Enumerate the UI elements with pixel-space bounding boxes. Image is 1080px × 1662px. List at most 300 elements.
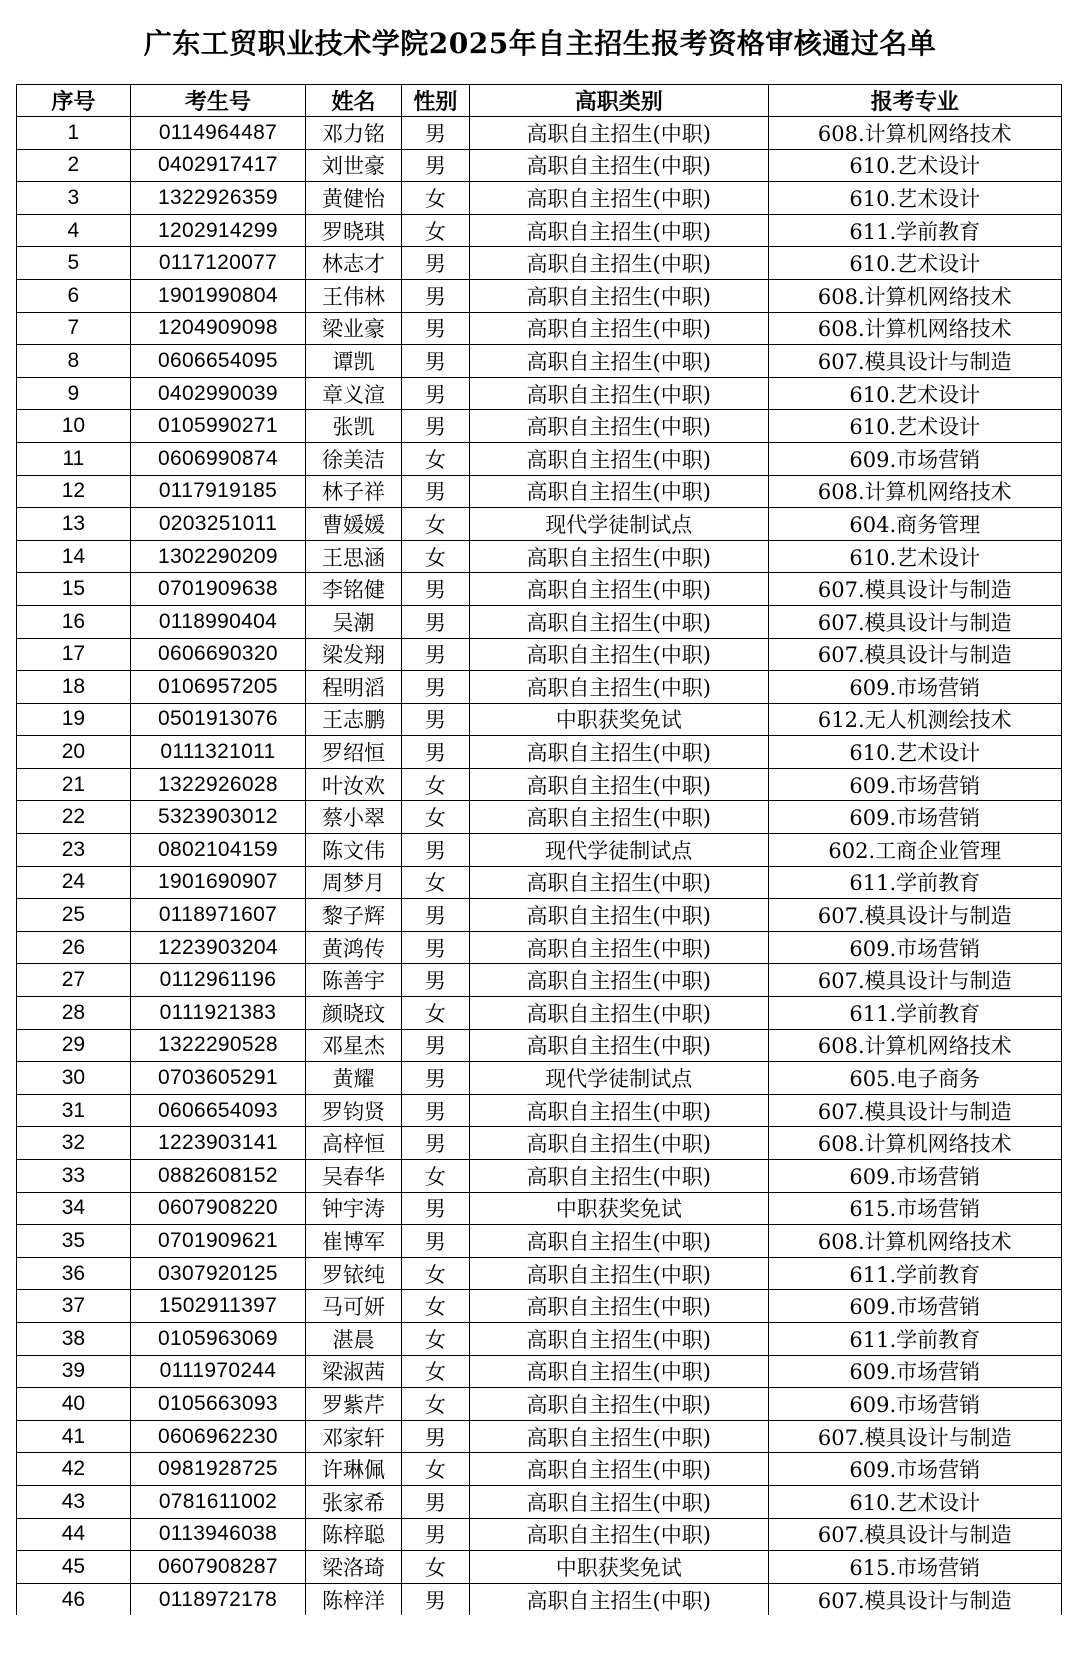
cell-category: 高职自主招生(中职) [469,1322,768,1355]
table-row [17,508,1062,541]
header-category: 高职类别 [469,85,768,117]
cell-category: 中职获奖免试 [469,1192,768,1225]
cell-name: 罗钧贤 [306,1094,402,1127]
cell-major: 607.模具设计与制造 [768,638,1061,671]
cell-major: 608.计算机网络技术 [768,1127,1061,1160]
cell-exam-id: 0606654095 [130,345,305,378]
cell-exam-id: 0703605291 [130,1062,305,1095]
cell-name: 林志才 [306,247,402,280]
table-row [17,573,1062,606]
cell-category: 现代学徒制试点 [469,834,768,867]
cell-name: 湛晨 [306,1322,402,1355]
cell-major: 602.工商企业管理 [768,834,1061,867]
cell-gender: 男 [401,1127,469,1160]
cell-category: 中职获奖免试 [469,1551,768,1584]
cell-major: 610.艺术设计 [768,410,1061,443]
table-row [17,475,1062,508]
cell-major: 609.市场营销 [768,1160,1061,1193]
cell-gender: 男 [401,149,469,182]
cell-major: 607.模具设计与制造 [768,1583,1061,1615]
cell-category: 高职自主招生(中职) [469,182,768,215]
cell-major: 607.模具设计与制造 [768,964,1061,997]
cell-name: 王伟林 [306,279,402,312]
cell-gender: 男 [401,1420,469,1453]
cell-gender: 女 [401,768,469,801]
cell-major: 607.模具设计与制造 [768,1094,1061,1127]
cell-category: 高职自主招生(中职) [469,605,768,638]
header-exam-id: 考生号 [130,85,305,117]
cell-category: 高职自主招生(中职) [469,1453,768,1486]
table-row [17,1127,1062,1160]
header-major: 报考专业 [768,85,1061,117]
cell-no: 25 [17,899,131,932]
table-row [17,1257,1062,1290]
cell-major: 615.市场营销 [768,1551,1061,1584]
cell-major: 611.学前教育 [768,866,1061,899]
table-row [17,1322,1062,1355]
table-header-row [17,85,1062,117]
cell-gender: 男 [401,1192,469,1225]
table-row [17,1160,1062,1193]
cell-gender: 男 [401,1225,469,1258]
cell-exam-id: 1302290209 [130,540,305,573]
cell-category: 高职自主招生(中职) [469,997,768,1030]
cell-name: 梁洛琦 [306,1551,402,1584]
cell-exam-id: 0105963069 [130,1322,305,1355]
cell-gender: 男 [401,834,469,867]
cell-major: 609.市场营销 [768,1355,1061,1388]
cell-gender: 女 [401,801,469,834]
cell-major: 609.市场营销 [768,442,1061,475]
table-row [17,540,1062,573]
cell-no: 19 [17,703,131,736]
cell-gender: 女 [401,1322,469,1355]
cell-name: 谭凯 [306,345,402,378]
cell-major: 611.学前教育 [768,997,1061,1030]
cell-major: 615.市场营销 [768,1192,1061,1225]
cell-gender: 男 [401,1583,469,1615]
table-row [17,247,1062,280]
cell-gender: 男 [401,899,469,932]
table-row [17,736,1062,769]
cell-category: 高职自主招生(中职) [469,866,768,899]
cell-name: 马可妍 [306,1290,402,1323]
cell-no: 39 [17,1355,131,1388]
cell-exam-id: 0117120077 [130,247,305,280]
cell-major: 610.艺术设计 [768,247,1061,280]
cell-no: 36 [17,1257,131,1290]
cell-gender: 女 [401,442,469,475]
cell-category: 高职自主招生(中职) [469,279,768,312]
cell-major: 610.艺术设计 [768,1485,1061,1518]
cell-no: 6 [17,279,131,312]
cell-exam-id: 1901690907 [130,866,305,899]
cell-name: 黄耀 [306,1062,402,1095]
cell-category: 高职自主招生(中职) [469,931,768,964]
cell-name: 陈善宇 [306,964,402,997]
cell-name: 周梦月 [306,866,402,899]
cell-major: 611.学前教育 [768,1257,1061,1290]
cell-gender: 女 [401,1257,469,1290]
cell-no: 7 [17,312,131,345]
table-body [17,117,1062,1616]
cell-no: 33 [17,1160,131,1193]
cell-no: 32 [17,1127,131,1160]
cell-no: 13 [17,508,131,541]
cell-major: 607.模具设计与制造 [768,899,1061,932]
cell-gender: 男 [401,671,469,704]
table-row [17,442,1062,475]
cell-name: 梁淑茜 [306,1355,402,1388]
table-row [17,638,1062,671]
cell-no: 42 [17,1453,131,1486]
table-row [17,703,1062,736]
cell-major: 609.市场营销 [768,801,1061,834]
cell-gender: 女 [401,1355,469,1388]
cell-category: 高职自主招生(中职) [469,117,768,150]
cell-category: 现代学徒制试点 [469,1062,768,1095]
cell-no: 14 [17,540,131,573]
cell-major: 608.计算机网络技术 [768,117,1061,150]
cell-no: 9 [17,377,131,410]
table-row [17,1290,1062,1323]
table-row [17,214,1062,247]
table-row [17,605,1062,638]
table-row [17,312,1062,345]
cell-no: 23 [17,834,131,867]
cell-gender: 女 [401,1551,469,1584]
cell-category: 高职自主招生(中职) [469,1583,768,1615]
table-row [17,279,1062,312]
cell-name: 钟宇涛 [306,1192,402,1225]
cell-exam-id: 0402990039 [130,377,305,410]
cell-exam-id: 1322290528 [130,1029,305,1062]
cell-no: 30 [17,1062,131,1095]
cell-gender: 女 [401,997,469,1030]
cell-name: 邓家轩 [306,1420,402,1453]
cell-name: 陈梓聪 [306,1518,402,1551]
table-row [17,377,1062,410]
cell-exam-id: 1901990804 [130,279,305,312]
cell-major: 610.艺术设计 [768,736,1061,769]
cell-category: 现代学徒制试点 [469,508,768,541]
cell-name: 黎子辉 [306,899,402,932]
cell-no: 45 [17,1551,131,1584]
cell-gender: 男 [401,279,469,312]
cell-major: 610.艺术设计 [768,182,1061,215]
cell-major: 608.计算机网络技术 [768,475,1061,508]
table-row [17,997,1062,1030]
cell-exam-id: 1204909098 [130,312,305,345]
cell-gender: 女 [401,540,469,573]
cell-category: 高职自主招生(中职) [469,1388,768,1421]
cell-no: 15 [17,573,131,606]
cell-name: 王思涵 [306,540,402,573]
cell-name: 陈梓洋 [306,1583,402,1615]
cell-gender: 男 [401,736,469,769]
cell-exam-id: 0118971607 [130,899,305,932]
cell-category: 高职自主招生(中职) [469,638,768,671]
cell-gender: 男 [401,312,469,345]
cell-name: 刘世豪 [306,149,402,182]
cell-no: 3 [17,182,131,215]
cell-category: 高职自主招生(中职) [469,573,768,606]
cell-no: 26 [17,931,131,964]
table-row [17,1583,1062,1615]
table-row [17,1192,1062,1225]
table-row [17,834,1062,867]
cell-category: 高职自主招生(中职) [469,964,768,997]
cell-exam-id: 0802104159 [130,834,305,867]
table-row [17,1518,1062,1551]
cell-name: 罗绍恒 [306,736,402,769]
cell-name: 曹媛媛 [306,508,402,541]
cell-exam-id: 0607908220 [130,1192,305,1225]
cell-no: 43 [17,1485,131,1518]
table-row [17,1551,1062,1584]
cell-exam-id: 0111970244 [130,1355,305,1388]
table-row [17,1388,1062,1421]
table-row [17,149,1062,182]
cell-exam-id: 0606990874 [130,442,305,475]
cell-no: 46 [17,1583,131,1615]
table-row [17,182,1062,215]
cell-exam-id: 0111321011 [130,736,305,769]
cell-major: 607.模具设计与制造 [768,1420,1061,1453]
cell-category: 高职自主招生(中职) [469,1225,768,1258]
table-row [17,1420,1062,1453]
table-row [17,671,1062,704]
cell-exam-id: 0117919185 [130,475,305,508]
cell-major: 607.模具设计与制造 [768,1518,1061,1551]
table-row [17,931,1062,964]
cell-gender: 男 [401,1062,469,1095]
cell-exam-id: 0606690320 [130,638,305,671]
cell-gender: 女 [401,214,469,247]
cell-no: 4 [17,214,131,247]
cell-category: 高职自主招生(中职) [469,1029,768,1062]
cell-gender: 男 [401,410,469,443]
cell-category: 高职自主招生(中职) [469,312,768,345]
table-row [17,1094,1062,1127]
cell-major: 609.市场营销 [768,931,1061,964]
cell-no: 17 [17,638,131,671]
cell-no: 24 [17,866,131,899]
cell-exam-id: 0606654093 [130,1094,305,1127]
cell-no: 28 [17,997,131,1030]
cell-name: 吴春华 [306,1160,402,1193]
cell-major: 607.模具设计与制造 [768,345,1061,378]
cell-name: 梁业豪 [306,312,402,345]
cell-gender: 女 [401,508,469,541]
cell-name: 许琳佩 [306,1453,402,1486]
cell-no: 37 [17,1290,131,1323]
cell-gender: 男 [401,638,469,671]
cell-exam-id: 0112961196 [130,964,305,997]
cell-category: 高职自主招生(中职) [469,1518,768,1551]
cell-no: 27 [17,964,131,997]
cell-name: 徐美洁 [306,442,402,475]
cell-gender: 男 [401,703,469,736]
cell-exam-id: 5323903012 [130,801,305,834]
cell-major: 609.市场营销 [768,671,1061,704]
cell-name: 高梓恒 [306,1127,402,1160]
cell-major: 611.学前教育 [768,214,1061,247]
table-row [17,345,1062,378]
cell-no: 10 [17,410,131,443]
cell-category: 高职自主招生(中职) [469,377,768,410]
document-title: 广东工贸职业技术学院2025年自主招生报考资格审核通过名单 [143,27,937,60]
cell-name: 邓星杰 [306,1029,402,1062]
table-row [17,964,1062,997]
cell-no: 18 [17,671,131,704]
cell-name: 邓力铭 [306,117,402,150]
cell-gender: 男 [401,475,469,508]
cell-category: 高职自主招生(中职) [469,736,768,769]
cell-no: 20 [17,736,131,769]
cell-exam-id: 0114964487 [130,117,305,150]
cell-no: 5 [17,247,131,280]
table-row [17,866,1062,899]
cell-gender: 男 [401,931,469,964]
cell-no: 40 [17,1388,131,1421]
cell-category: 高职自主招生(中职) [469,768,768,801]
cell-name: 张家希 [306,1485,402,1518]
cell-exam-id: 0106957205 [130,671,305,704]
cell-name: 罗铱纯 [306,1257,402,1290]
cell-gender: 男 [401,573,469,606]
cell-category: 高职自主招生(中职) [469,1094,768,1127]
cell-category: 高职自主招生(中职) [469,442,768,475]
cell-name: 林子祥 [306,475,402,508]
cell-major: 608.计算机网络技术 [768,1225,1061,1258]
cell-category: 高职自主招生(中职) [469,410,768,443]
cell-gender: 女 [401,1388,469,1421]
cell-major: 609.市场营销 [768,768,1061,801]
cell-gender: 男 [401,1485,469,1518]
cell-gender: 女 [401,1160,469,1193]
cell-name: 王志鹏 [306,703,402,736]
cell-major: 608.计算机网络技术 [768,1029,1061,1062]
cell-gender: 男 [401,1094,469,1127]
cell-major: 610.艺术设计 [768,149,1061,182]
cell-no: 2 [17,149,131,182]
cell-name: 颜晓玟 [306,997,402,1030]
cell-name: 罗晓琪 [306,214,402,247]
cell-exam-id: 0113946038 [130,1518,305,1551]
cell-major: 609.市场营销 [768,1388,1061,1421]
cell-major: 612.无人机测绘技术 [768,703,1061,736]
cell-category: 高职自主招生(中职) [469,1127,768,1160]
cell-exam-id: 1223903204 [130,931,305,964]
header-gender: 性别 [401,85,469,117]
cell-exam-id: 0105663093 [130,1388,305,1421]
cell-exam-id: 0118972178 [130,1583,305,1615]
cell-no: 1 [17,117,131,150]
cell-no: 41 [17,1420,131,1453]
cell-gender: 女 [401,866,469,899]
cell-exam-id: 0501913076 [130,703,305,736]
cell-no: 12 [17,475,131,508]
cell-major: 609.市场营销 [768,1453,1061,1486]
cell-category: 高职自主招生(中职) [469,1355,768,1388]
cell-major: 610.艺术设计 [768,377,1061,410]
cell-exam-id: 0701909621 [130,1225,305,1258]
cell-name: 黄鸿传 [306,931,402,964]
cell-exam-id: 0981928725 [130,1453,305,1486]
cell-name: 蔡小翠 [306,801,402,834]
cell-gender: 男 [401,247,469,280]
cell-name: 梁发翔 [306,638,402,671]
cell-no: 11 [17,442,131,475]
cell-category: 高职自主招生(中职) [469,1485,768,1518]
cell-category: 高职自主招生(中职) [469,247,768,280]
cell-category: 高职自主招生(中职) [469,475,768,508]
cell-exam-id: 1322926359 [130,182,305,215]
cell-exam-id: 1202914299 [130,214,305,247]
table-row [17,768,1062,801]
cell-category: 高职自主招生(中职) [469,1160,768,1193]
cell-category: 高职自主招生(中职) [469,671,768,704]
header-no: 序号 [17,85,131,117]
cell-name: 陈文伟 [306,834,402,867]
table-row [17,1453,1062,1486]
cell-category: 高职自主招生(中职) [469,540,768,573]
cell-name: 章义渲 [306,377,402,410]
cell-gender: 女 [401,1453,469,1486]
cell-no: 34 [17,1192,131,1225]
cell-major: 608.计算机网络技术 [768,279,1061,312]
cell-name: 李铭健 [306,573,402,606]
cell-no: 31 [17,1094,131,1127]
cell-major: 607.模具设计与制造 [768,573,1061,606]
cell-gender: 男 [401,605,469,638]
cell-name: 叶汝欢 [306,768,402,801]
cell-no: 44 [17,1518,131,1551]
cell-major: 608.计算机网络技术 [768,312,1061,345]
cell-gender: 男 [401,1518,469,1551]
cell-gender: 男 [401,117,469,150]
cell-name: 黄健怡 [306,182,402,215]
cell-no: 22 [17,801,131,834]
cell-name: 吴潮 [306,605,402,638]
table-row [17,1355,1062,1388]
cell-name: 崔博军 [306,1225,402,1258]
cell-category: 高职自主招生(中职) [469,1420,768,1453]
cell-category: 高职自主招生(中职) [469,1257,768,1290]
cell-major: 605.电子商务 [768,1062,1061,1095]
cell-category: 高职自主招生(中职) [469,345,768,378]
cell-category: 高职自主招生(中职) [469,1290,768,1323]
cell-no: 35 [17,1225,131,1258]
cell-major: 609.市场营销 [768,1290,1061,1323]
cell-exam-id: 0105990271 [130,410,305,443]
cell-category: 高职自主招生(中职) [469,214,768,247]
cell-exam-id: 0203251011 [130,508,305,541]
header-name: 姓名 [306,85,402,117]
cell-name: 罗紫芹 [306,1388,402,1421]
cell-exam-id: 0607908287 [130,1551,305,1584]
table-row [17,117,1062,150]
cell-category: 高职自主招生(中职) [469,149,768,182]
cell-gender: 男 [401,1029,469,1062]
cell-gender: 女 [401,182,469,215]
cell-no: 16 [17,605,131,638]
cell-exam-id: 0606962230 [130,1420,305,1453]
cell-gender: 女 [401,1290,469,1323]
cell-no: 29 [17,1029,131,1062]
table-row [17,899,1062,932]
